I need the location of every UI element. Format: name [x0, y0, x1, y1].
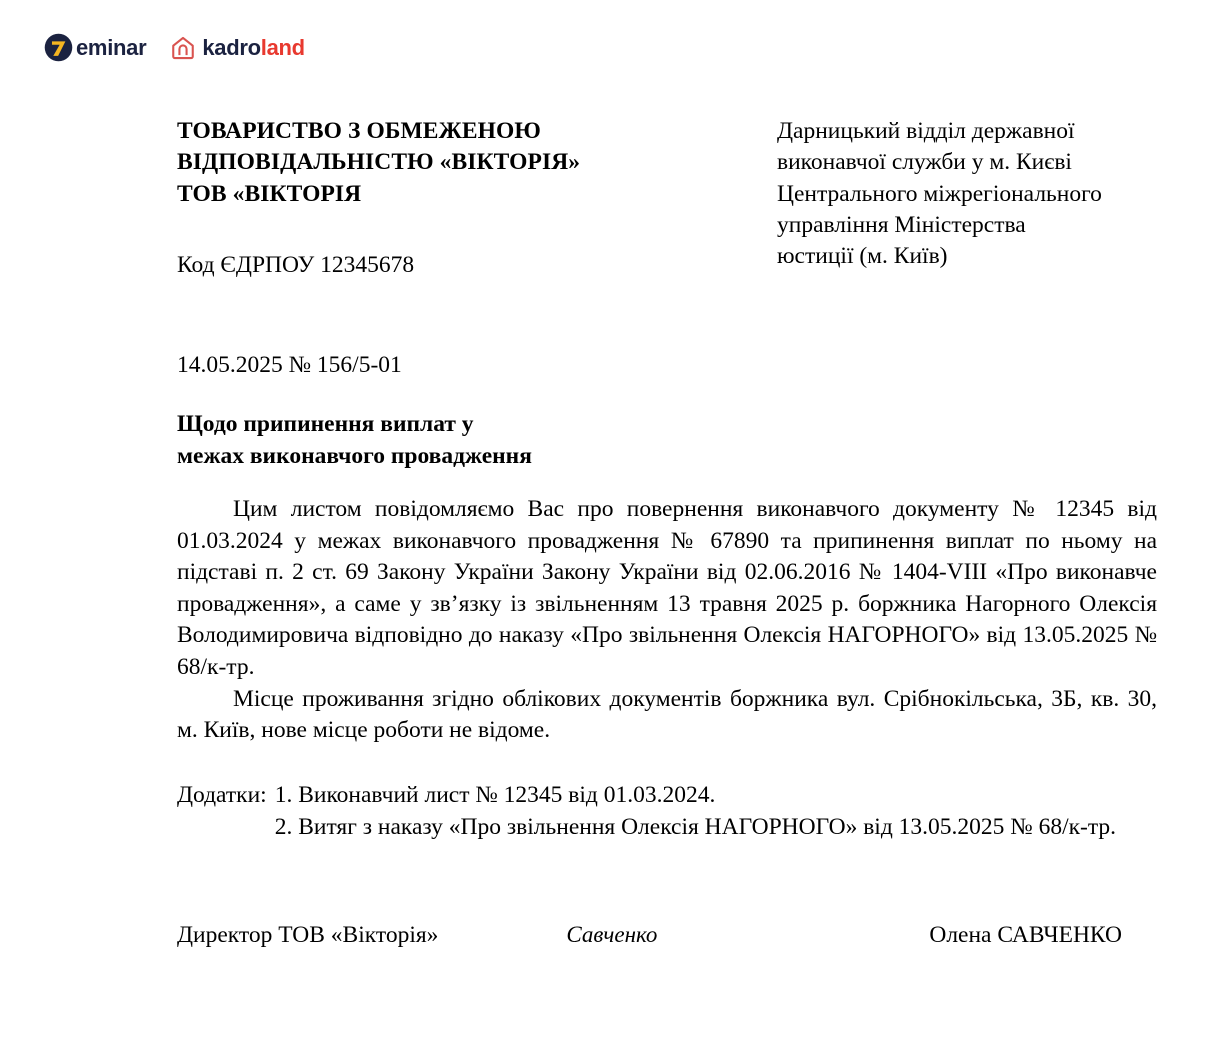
addressee-line-5: юстиції (м. Київ): [777, 243, 948, 269]
addressee-line-1: Дарницький відділ державної: [777, 118, 1075, 144]
attachments-list: [275, 780, 1157, 843]
organization-name-line-1: ТОВАРИСТВО З ОБМЕЖЕНОЮ: [177, 118, 541, 144]
body-paragraph-2: Місце проживання згідно облікових документів боржника вул. Срібнокільська, 3Б, кв. 30, м. Київ, нове місце роботи не відоме.: [177, 685, 1157, 744]
document-subject: [177, 409, 737, 473]
addressee-line-3: Центрального міжрегіонального: [777, 180, 1102, 207]
addressee-line-2: виконавчої служби у м. Києві: [777, 149, 1072, 176]
attachments-row: [177, 780, 1157, 843]
addressee-line-4: управління Міністерства: [777, 211, 1026, 238]
organization-name: [177, 116, 647, 210]
signature-name: Олена САВЧЕНКО: [929, 922, 1122, 948]
addressee-block: [777, 116, 1157, 272]
signature-mark: Савченко: [566, 922, 658, 947]
body-paragraph-1: Цим листом повідомляємо Вас про повернення виконавчого документу № 12345 від 01.03.2024 у межах виконавчого провадження № 67890 та припинення виплат по ньому на підставі п. 2 ст. 69 Закону України Закону України від 02.06.2016 № 1404-VIII «Про виконавче провадження», а саме у зв’язку із звільненням 13 травня 2025 р. боржника Нагорного Олексія Володимировича відповідно до наказу «Про звільнення Олексія НАГОРНОГО» від 13.05.2025 № 68/к-тр.: [177, 496, 1157, 680]
document-date-and-number: 14.05.2025 № 156/5-01: [177, 352, 402, 378]
brand-kadroland-word-red: land: [260, 34, 305, 60]
document-header: [177, 116, 1157, 280]
document-body: [177, 494, 1157, 747]
brand-kadroland-word-dark: kadro: [202, 34, 261, 60]
attachment-item-1: 1. Виконавчий лист № 12345 від 01.03.2024.: [274, 782, 716, 808]
document-attachments: [177, 780, 1157, 843]
document-signature: [177, 920, 1122, 951]
organization-name-line-2: ВІДПОВІДАЛЬНІСТЮ «ВІКТОРІЯ»: [177, 149, 581, 176]
sender-block: [177, 116, 647, 280]
document-subject-line-2: межах виконавчого провадження: [177, 442, 532, 469]
brand-seminar-word-dark: eminar: [76, 34, 147, 60]
attachment-item-2: 2. Витяг з наказу «Про звільнення Олексія НАГОРНОГО» від 13.05.2025 № 68/к-тр.: [274, 813, 1117, 840]
signature-role: Директор ТОВ «Вікторія»: [177, 922, 439, 948]
organization-edrpou-code: Код ЄДРПОУ 12345678: [177, 251, 415, 278]
organization-name-line-3: ТОВ «ВІКТОРІЯ: [177, 180, 362, 207]
document-subject-line-1: Щодо припинення виплат у: [177, 411, 474, 437]
attachments-label: Додатки:: [177, 782, 267, 808]
